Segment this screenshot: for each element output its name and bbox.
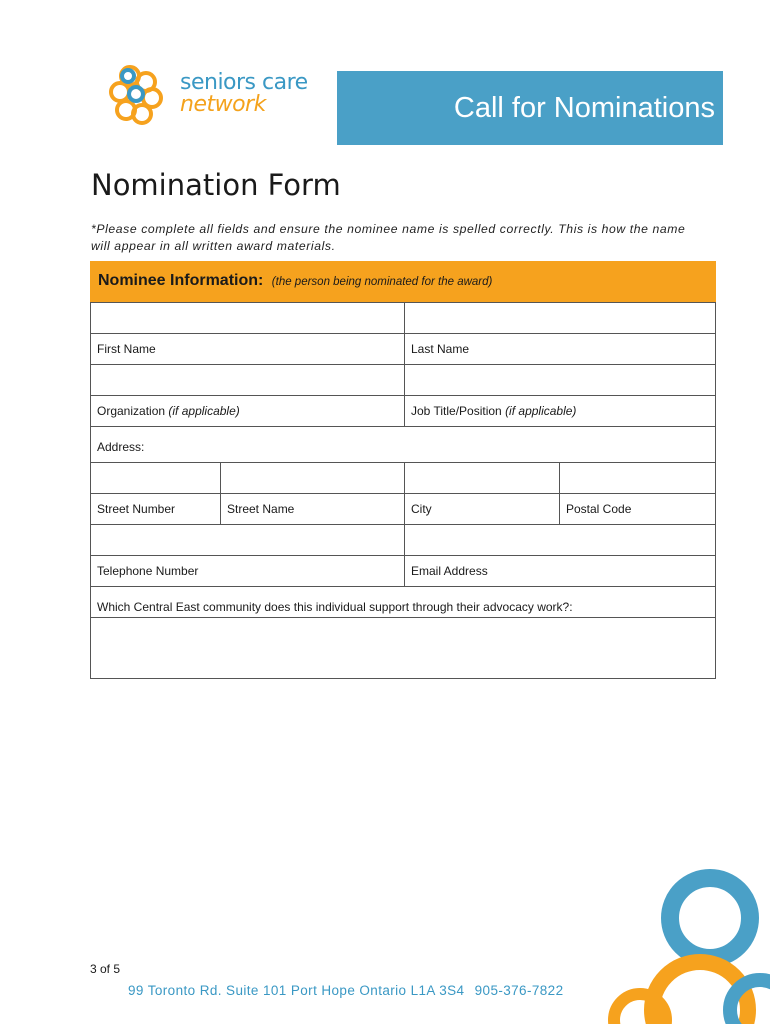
address-labels-row [91, 493, 715, 524]
street-number-input[interactable] [91, 463, 220, 493]
org-label-row [91, 395, 715, 426]
organization-input[interactable] [91, 365, 404, 395]
page-number: 3 of 5 [90, 962, 121, 976]
call-for-nominations-banner [337, 71, 723, 145]
first-name-input[interactable] [91, 303, 404, 333]
community-answer-input[interactable] [91, 618, 715, 678]
form-instructions: *Please complete all fields and ensure the nominee name is spelled correctly. This is how the name will appear in all written award materials. [91, 222, 686, 253]
job-title-label [404, 396, 715, 426]
address-label-row [91, 426, 715, 462]
footer-contact [128, 983, 564, 998]
contact-input-row [91, 524, 715, 555]
nominee-form-table [90, 302, 716, 679]
organization-note: (if applicable) [168, 404, 240, 418]
first-name-label: First Name [97, 342, 156, 356]
footer-phone: 905-376-7822 [474, 983, 564, 998]
last-name-label: Last Name [404, 334, 715, 364]
footer-address: 99 Toronto Rd. Suite 101 Port Hope Ontario L1A 3S4 [128, 983, 465, 998]
city-label: City [404, 494, 559, 524]
organization-label-text: Organization [97, 404, 166, 418]
page-title: Nomination Form [91, 168, 341, 202]
postal-code-input[interactable] [559, 463, 715, 493]
contact-label-row [91, 555, 715, 586]
community-question-label: Which Central East community does this individual support through their advocacy work?: [97, 600, 573, 614]
telephone-input[interactable] [91, 525, 404, 555]
address-label: Address: [97, 440, 145, 454]
email-input[interactable] [404, 525, 715, 555]
street-name-input[interactable] [220, 463, 404, 493]
organization-label [91, 396, 404, 426]
street-number-label: Street Number [97, 502, 176, 516]
telephone-label: Telephone Number [97, 564, 199, 578]
org-input-row [91, 364, 715, 395]
name-input-row [91, 302, 715, 333]
postal-code-label: Postal Code [559, 494, 715, 524]
decorative-circles-graphic [600, 850, 770, 1024]
brand-line-1: seniors care [180, 70, 308, 95]
street-name-label: Street Name [220, 494, 404, 524]
community-question-row [91, 586, 715, 617]
section-subheading: (the person being nominated for the award) [271, 276, 493, 288]
brand-wordmark [180, 72, 308, 116]
section-heading: Nominee Information: [98, 272, 264, 289]
email-label: Email Address [404, 556, 715, 586]
brand-line-2: network [180, 92, 266, 117]
banner-title: Call for Nominations [453, 91, 715, 124]
job-title-input[interactable] [404, 365, 715, 395]
job-title-note: (if applicable) [505, 404, 577, 418]
address-input-row [91, 462, 715, 493]
name-label-row [91, 333, 715, 364]
last-name-input[interactable] [404, 303, 715, 333]
nominee-section-header [90, 261, 716, 302]
job-title-label-text: Job Title/Position [411, 404, 502, 418]
community-answer-row [91, 617, 715, 678]
city-input[interactable] [404, 463, 559, 493]
